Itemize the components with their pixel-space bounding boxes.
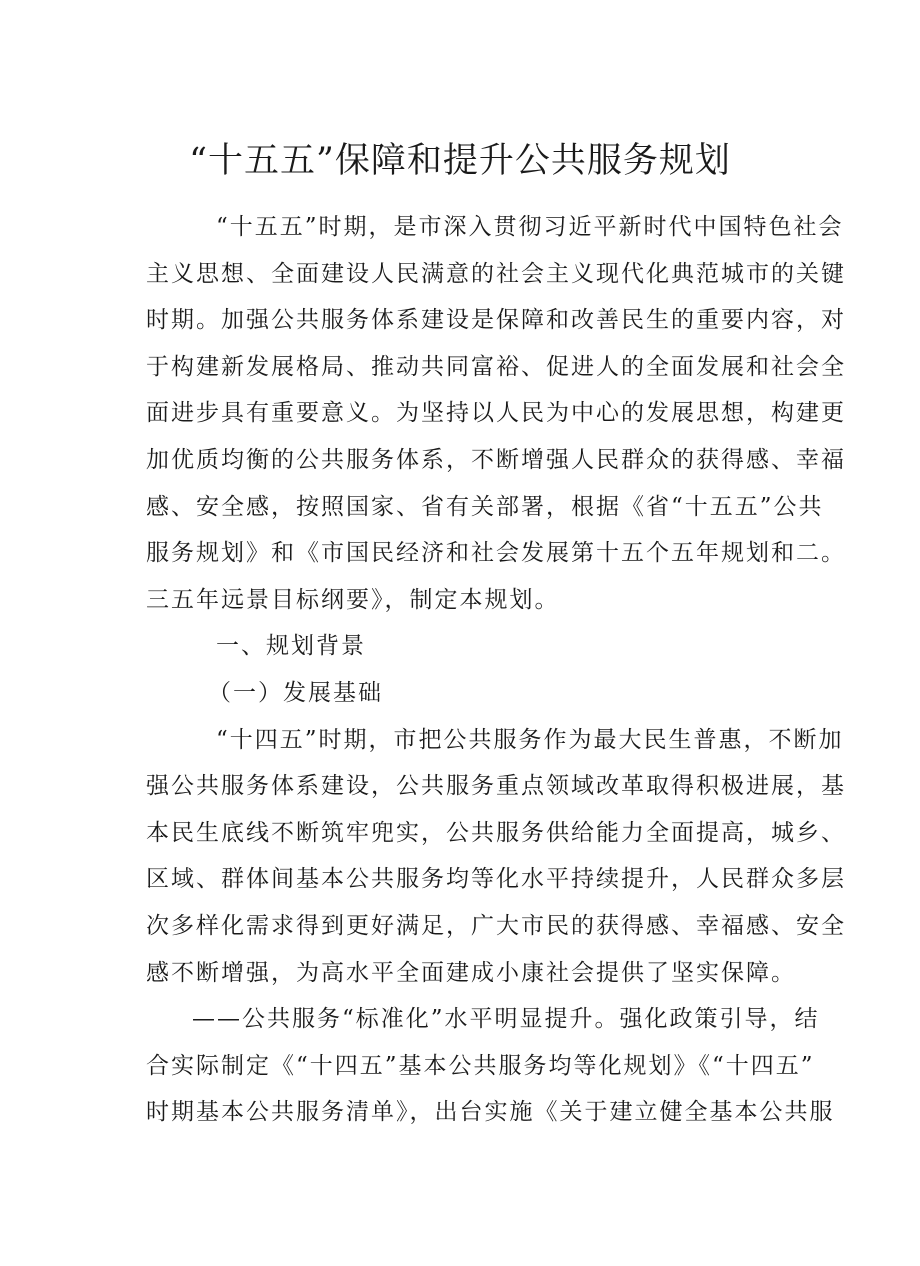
intro-line: 服务规划》和《市国民经济和社会发展第十五个五年规划和二。 [146,540,846,567]
basis-line: 次多样化需求得到更好满足，广大市民的获得感、幸福感、安全 [146,912,846,939]
heading-text: 一、规划背景 [216,633,366,660]
basis-line: 感不断增强，为高水平全面建成小康社会提供了坚实保障。 [146,959,796,986]
standard-line: ——公共服务“标准化”水平明显提升。强化政策引导，结 [192,1006,820,1033]
standardization-paragraph [146,996,835,1136]
document-body [146,204,846,1136]
document-title: “十五五”保障和提升公共服务规划 [189,141,731,182]
intro-line: “十五五”时期，是市深入贯彻习近平新时代中国特色社会 [216,214,844,240]
section-heading-background [146,623,786,670]
intro-paragraph [146,204,846,623]
intro-line: 主义思想、全面建设人民满意的社会主义现代化典范城市的关键 [146,260,846,287]
basis-paragraph [146,717,846,997]
standard-line: 时期基本公共服务清单》，出台实施《关于建立健全基本公共服 [146,1099,835,1126]
intro-line: 三五年远景目标纲要》，制定本规划。 [146,586,560,613]
standard-line: 合实际制定《“十四五”基本公共服务均等化规划》《“十四五” [146,1052,815,1079]
basis-line: 强公共服务体系建设，公共服务重点领域改革取得积极进展，基 [146,773,846,800]
basis-line: 本民生底线不断筑牢兜实，公共服务供给能力全面提高，城乡、 [146,819,846,846]
intro-line: 于构建新发展格局、推动共同富裕、促进人的全面发展和社会全 [146,353,846,380]
intro-line: 加优质均衡的公共服务体系，不断增强人民群众的获得感、幸福 [146,446,846,473]
intro-line: 面进步具有重要意义。为坚持以人民为中心的发展思想，构建更 [146,400,846,427]
basis-line: 区域、群体间基本公共服务均等化水平持续提升，人民群众多层 [146,866,846,893]
subsection-heading-basis [146,670,786,717]
heading-text: （一）发展基础 [208,679,383,706]
intro-line: 感、安全感，按照国家、省有关部署，根据《省“十五五”公共 [146,493,824,520]
basis-line: “十四五”时期，市把公共服务作为最大民生普惠，不断加 [216,726,844,753]
intro-line: 时期。加强公共服务体系建设是保障和改善民生的重要内容，对 [146,307,846,334]
